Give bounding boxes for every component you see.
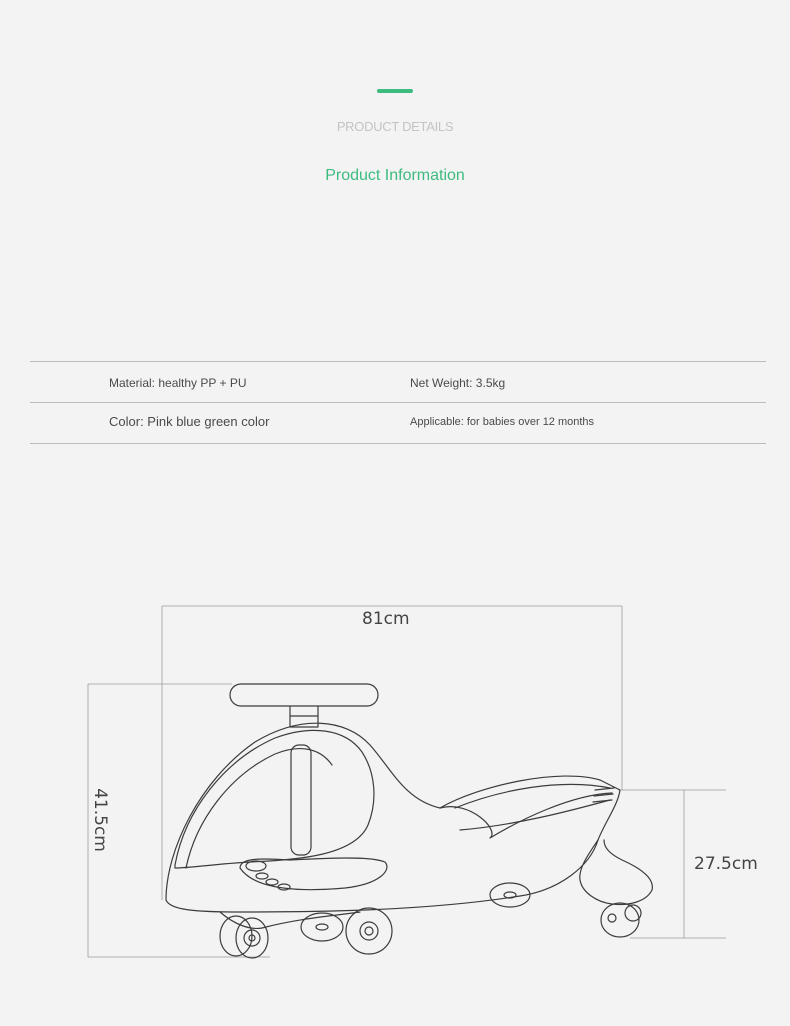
seat-height-label: 27.5cm — [694, 854, 758, 874]
info-table — [30, 361, 766, 444]
wheel — [346, 908, 392, 954]
wheel — [601, 903, 639, 937]
age-info: Applicable: for babies over 12 months — [410, 416, 595, 428]
section-label: PRODUCT DETAILS — [336, 119, 454, 134]
weight-info: Net Weight: 3.5kg — [410, 376, 506, 390]
height-label: 41.5cm — [90, 788, 110, 852]
steering-column — [291, 745, 311, 855]
car-body — [166, 723, 620, 912]
info-row — [30, 362, 766, 403]
dimension-diagram — [0, 560, 790, 980]
wheels — [220, 883, 641, 958]
info-row — [30, 403, 766, 444]
material-info: Material: healthy PP + PU — [109, 376, 247, 390]
steering-wheel — [230, 684, 378, 706]
section-title: Product Information — [325, 167, 465, 184]
accent-bar — [377, 89, 413, 93]
width-label: 81cm — [362, 609, 410, 629]
color-info: Color: Pink blue green color — [109, 414, 270, 429]
